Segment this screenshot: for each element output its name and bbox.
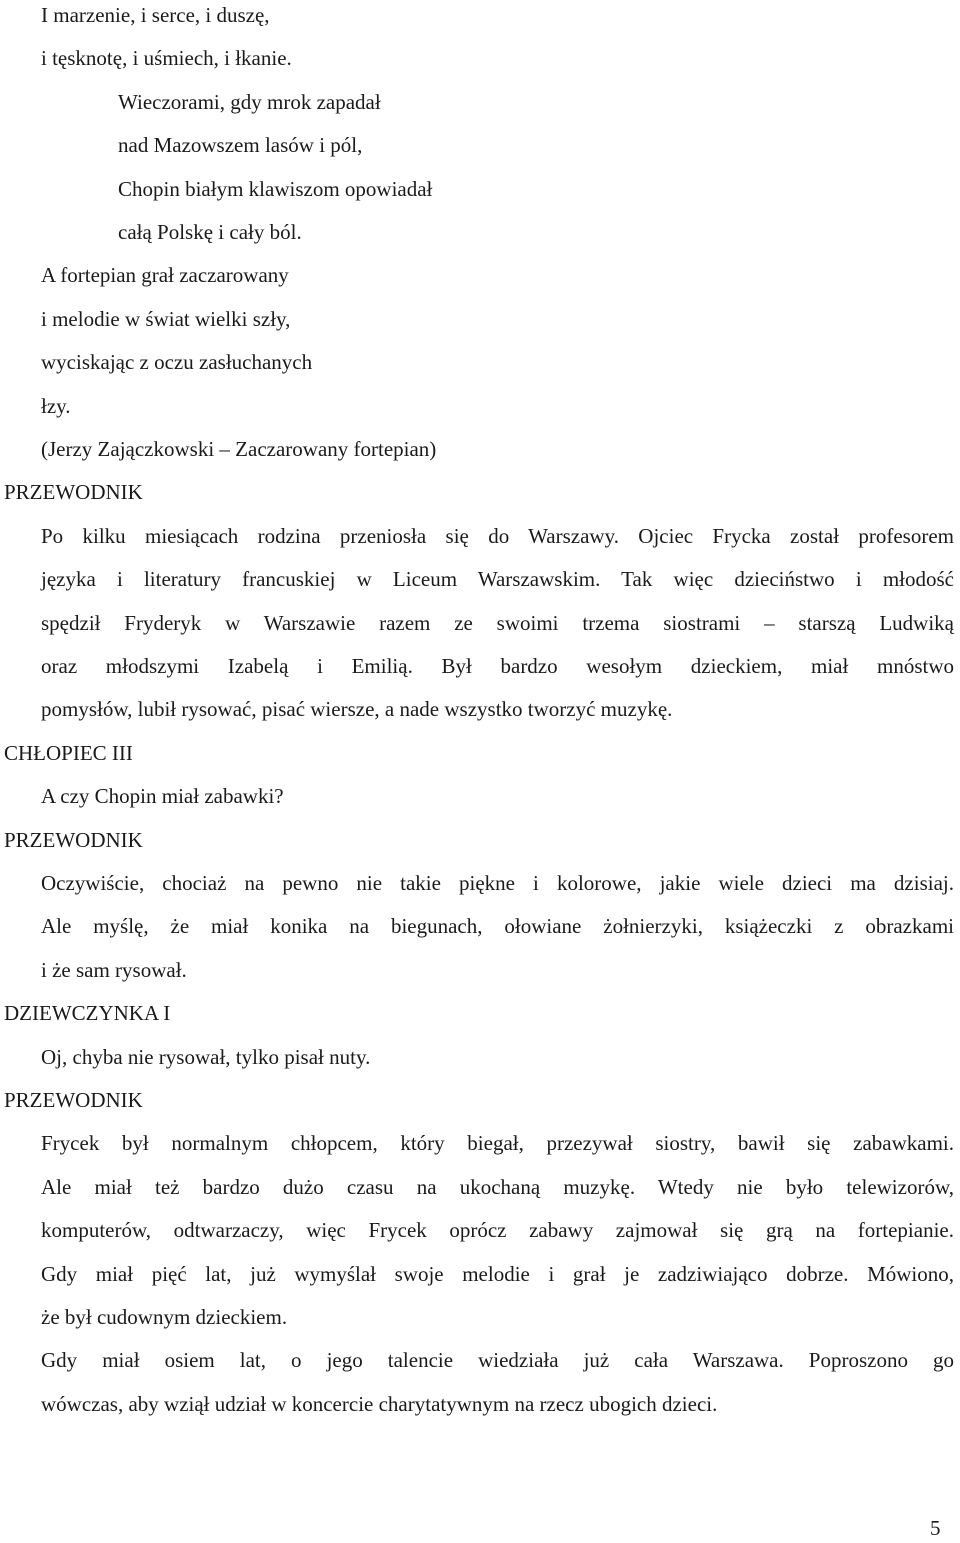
dialogue-line: wówczas, aby wziął udział w koncercie charytatywnym na rzecz ubogich dzieci. (41, 1391, 718, 1416)
poem-line: I marzenie, i serce, i duszę, (41, 3, 270, 27)
dialogue-line: A czy Chopin miał zabawki? (41, 784, 284, 809)
poem-line: nad Mazowszem lasów i pól, (118, 133, 363, 158)
dialogue-line: Ale miał też bardzo dużo czasu na ukochaną muzykę. Wtedy nie było telewizorów, (41, 1174, 954, 1199)
poem-line: i melodie w świat wielki szły, (41, 306, 291, 331)
page-number: 5 (930, 1516, 941, 1540)
poem-line: Wieczorami, gdy mrok zapadał (118, 89, 381, 114)
dialogue-line: Oczywiście, chociaż na pewno nie takie piękne i kolorowe, jakie wiele dzieci ma dzisiaj. (41, 871, 954, 895)
poem-line: łzy. (41, 393, 71, 418)
poem-line: i tęsknotę, i uśmiech, i łkanie. (41, 46, 292, 71)
dialogue-line: Po kilku miesiącach rodzina przeniosła się do Warszawy. Ojciec Frycka został profesorem (41, 523, 954, 548)
poem-line: A fortepian grał zaczarowany (41, 263, 289, 288)
speaker-name: PRZEWODNIK (4, 1088, 143, 1112)
dialogue-line: komputerów, odtwarzaczy, więc Frycek oprócz zabawy zajmował się grą na fortepianie. (41, 1218, 954, 1243)
dialogue-line: oraz młodszymi Izabelą i Emilią. Był bardzo wesołym dzieckiem, miał mnóstwo (41, 654, 954, 678)
dialogue-line: że był cudownym dzieckiem. (41, 1305, 288, 1329)
speaker-name: DZIEWCZYNKA I (4, 1001, 171, 1026)
speaker-name: CHŁOPIEC III (4, 740, 133, 765)
poem-line: całą Polskę i cały ból. (118, 220, 302, 244)
speaker-name: PRZEWODNIK (4, 480, 143, 505)
dialogue-line: Ale myślę, że miał konika na biegunach, ołowiane żołnierzyki, książeczki z obrazkami (41, 914, 954, 939)
dialogue-line: spędził Fryderyk w Warszawie razem ze swoimi trzema siostrami – starszą Ludwiką (41, 610, 954, 635)
dialogue-line: Frycek był normalnym chłopcem, który biegał, przezywał siostry, bawił się zabawkami. (41, 1131, 954, 1156)
dialogue-line: Oj, chyba nie rysował, tylko pisał nuty. (41, 1044, 371, 1069)
dialogue-line: Gdy miał osiem lat, o jego talencie wiedziała już cała Warszawa. Poproszono go (41, 1348, 954, 1373)
speaker-name: PRZEWODNIK (4, 827, 143, 852)
poem-attribution: (Jerzy Zajączkowski – Zaczarowany fortepian) (41, 437, 437, 461)
dialogue-line: i że sam rysował. (41, 957, 187, 982)
poem-line: Chopin białym klawiszom opowiadał (118, 176, 433, 201)
dialogue-line: języka i literatury francuskiej w Liceum Warszawskim. Tak więc dzieciństwo i młodość (41, 567, 954, 592)
dialogue-line: pomysłów, lubił rysować, pisać wiersze, a nade wszystko tworzyć muzykę. (41, 697, 673, 722)
poem-line: wyciskając z oczu zasłuchanych (41, 350, 313, 375)
dialogue-line: Gdy miał pięć lat, już wymyślał swoje melodie i grał je zadziwiająco dobrze. Mówiono, (41, 1261, 954, 1286)
